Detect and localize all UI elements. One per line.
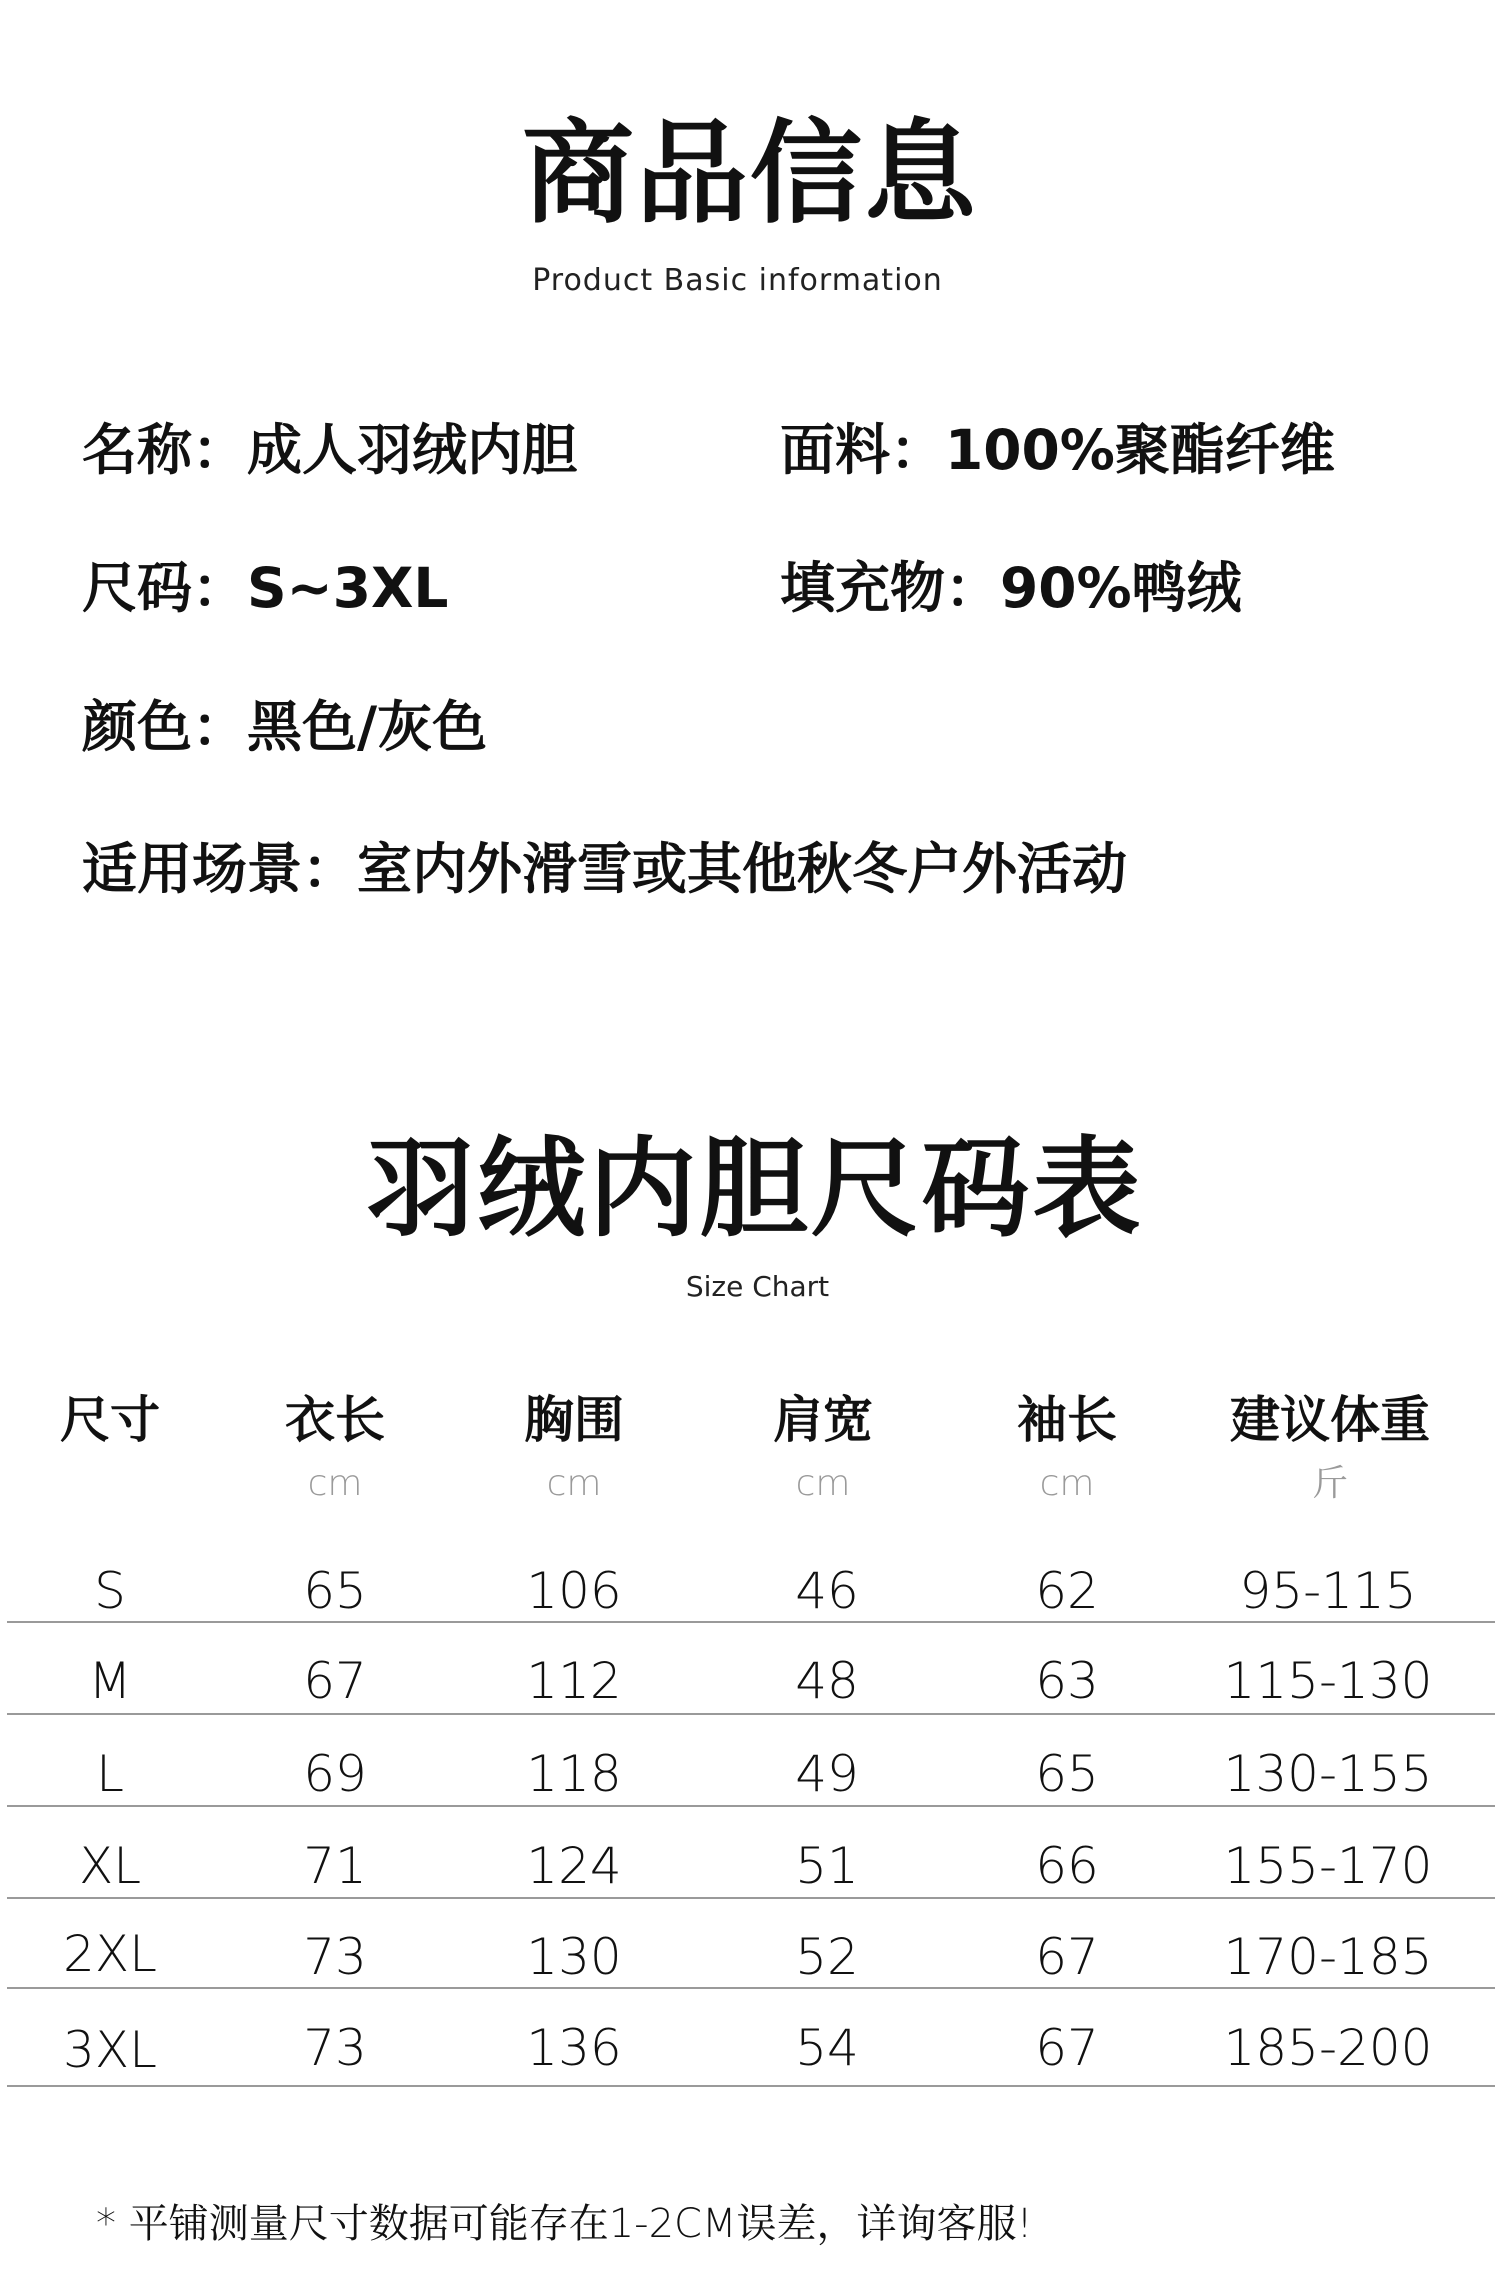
cell-size: L	[96, 1745, 124, 1803]
unit-length: cm	[307, 1463, 363, 1504]
cell-length: 73	[303, 2019, 367, 2077]
cell-length: 71	[303, 1837, 367, 1895]
info-fabric: 面料：100%聚酯纤维	[780, 418, 1335, 482]
row-divider	[7, 1805, 1495, 1807]
page-title: 商品信息	[522, 109, 978, 239]
cell-shoulder: 52	[795, 1928, 859, 1986]
cell-shoulder: 51	[795, 1837, 859, 1895]
unit-sleeve: cm	[1039, 1463, 1095, 1504]
info-size: 尺码：S~3XL	[82, 556, 449, 620]
cell-shoulder: 49	[795, 1745, 859, 1803]
header-weight: 建议体重	[1230, 1391, 1430, 1449]
cell-sleeve: 63	[1035, 1652, 1099, 1710]
cell-weight: 95-115	[1239, 1562, 1417, 1620]
cell-size: S	[94, 1562, 126, 1620]
size-chart-title: 羽绒内胆尺码表	[366, 1127, 1144, 1252]
row-divider	[7, 1897, 1495, 1899]
cell-length: 65	[303, 1562, 367, 1620]
unit-chest: cm	[546, 1463, 602, 1504]
cell-sleeve: 67	[1035, 2019, 1099, 2077]
cell-chest: 118	[526, 1745, 622, 1803]
cell-size: 2XL	[63, 1925, 157, 1983]
row-divider	[7, 1621, 1495, 1623]
cell-sleeve: 62	[1035, 1562, 1099, 1620]
unit-shoulder: cm	[795, 1463, 851, 1504]
cell-chest: 130	[526, 1928, 622, 1986]
cell-chest: 136	[526, 2019, 622, 2077]
cell-chest: 106	[526, 1562, 622, 1620]
cell-sleeve: 65	[1035, 1745, 1099, 1803]
unit-weight: 斤	[1311, 1463, 1349, 1504]
info-name: 名称：成人羽绒内胆	[82, 418, 578, 482]
cell-sleeve: 66	[1035, 1837, 1099, 1895]
info-filling: 填充物：90%鸭绒	[780, 556, 1242, 620]
info-scene: 适用场景：室内外滑雪或其他秋冬户外活动	[82, 837, 1128, 901]
page-subtitle: Product Basic information	[532, 263, 943, 298]
cell-length: 67	[303, 1652, 367, 1710]
cell-size: XL	[78, 1837, 142, 1895]
cell-shoulder: 48	[795, 1652, 859, 1710]
cell-weight: 185-200	[1223, 2019, 1433, 2077]
info-color: 颜色：黑色/灰色	[82, 695, 488, 759]
cell-size: 3XL	[63, 2021, 157, 2079]
cell-size: M	[88, 1652, 132, 1710]
header-shoulder: 肩宽	[773, 1391, 873, 1449]
cell-shoulder: 54	[795, 2019, 859, 2077]
cell-weight: 170-185	[1223, 1928, 1433, 1986]
cell-weight: 130-155	[1223, 1745, 1433, 1803]
header-sleeve: 袖长	[1017, 1391, 1117, 1449]
size-chart-subtitle: Size Chart	[685, 1270, 830, 1303]
header-length: 衣长	[285, 1391, 385, 1449]
measurement-footnote: * 平铺测量尺寸数据可能存在1-2CM误差，详询客服!	[96, 2201, 1033, 2247]
cell-length: 69	[303, 1745, 367, 1803]
header-size: 尺寸	[60, 1391, 160, 1449]
cell-chest: 124	[526, 1837, 622, 1895]
cell-shoulder: 46	[795, 1562, 859, 1620]
header-chest: 胸围	[524, 1391, 624, 1449]
row-divider	[7, 1713, 1495, 1715]
cell-weight: 155-170	[1223, 1837, 1433, 1895]
row-divider	[7, 2085, 1495, 2087]
cell-sleeve: 67	[1035, 1928, 1099, 1986]
row-divider	[7, 1987, 1495, 1989]
cell-chest: 112	[526, 1652, 622, 1710]
cell-length: 73	[303, 1928, 367, 1986]
cell-weight: 115-130	[1223, 1652, 1433, 1710]
